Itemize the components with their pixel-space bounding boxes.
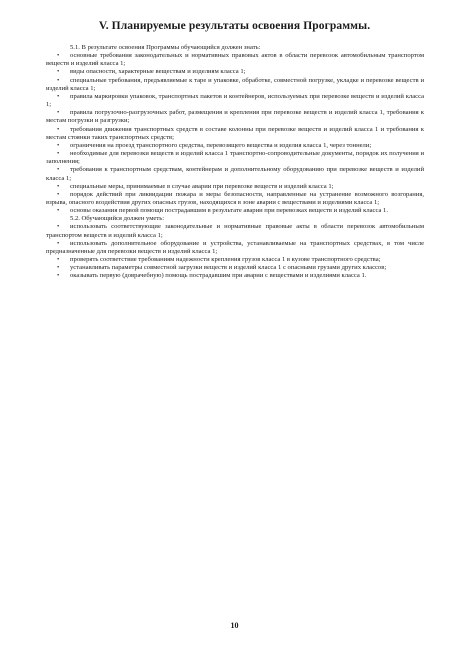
- bullet-icon: •: [57, 190, 60, 198]
- list-item-text: оказывать первую (доврачебную) помощь пострадавшим при аварии с веществами и изделиями класса 1.: [70, 272, 367, 280]
- bullet-icon: •: [57, 76, 60, 84]
- list-item-text: устанавливать параметры совместной загрузки веществ и изделий класса 1 с опасными грузами других классов;: [70, 264, 387, 272]
- list-item-text: порядок действий при ликвидации пожара и меры безопасности, направленные на устранение возможного возгорания, взрыва, опасного воздействия других опасных грузов, находящихся в зоне аварии с веществами и изделиями класса 1;: [46, 190, 424, 206]
- bullet-icon: •: [57, 264, 60, 272]
- list-item: [46, 191, 424, 207]
- section-2-intro: 5.2. Обучающийся должен уметь:: [70, 215, 165, 223]
- list-item: [46, 207, 424, 215]
- section-1-list: [46, 52, 424, 215]
- list-item-text: ограничения на проезд транспортного средства, перевозящего вещества и изделия класса 1, через тоннели;: [70, 141, 372, 149]
- bullet-icon: •: [57, 166, 60, 174]
- list-item: [46, 142, 424, 150]
- list-item-text: правила погрузочно-разгрузочных работ, размещения и крепления при перевозке веществ и изделий класса 1, требования к местам погрузки и разгрузки;: [46, 109, 424, 125]
- list-item-text: проверять соответствие требованиям надежности крепления грузов класса 1 в кузове транспортного средства;: [70, 256, 381, 264]
- bullet-icon: •: [57, 223, 60, 231]
- bullet-icon: •: [57, 207, 60, 215]
- list-item: [46, 52, 424, 68]
- section-2-list: [46, 223, 424, 280]
- bullet-icon: •: [57, 150, 60, 158]
- list-item: [46, 240, 424, 256]
- list-item-text: виды опасности, характерные веществам и изделиям класса 1;: [70, 68, 246, 76]
- bullet-icon: •: [57, 52, 60, 60]
- list-item-text: использовать дополнительное оборудование и устройства, устанавливаемые на транспортных средствах, в том числе предназначенные для перевозки веществ и изделий класса 1;: [46, 239, 424, 255]
- document-body: [46, 44, 424, 281]
- list-item: [46, 223, 424, 239]
- list-item: [46, 150, 424, 166]
- section-1-intro: 5.1. В результате освоения Программы обучающийся должен знать:: [70, 44, 261, 51]
- list-item-text: требования к транспортным средствам, контейнерам и дополнительному оборудованию при перевозке веществ и изделий класса 1;: [46, 166, 424, 182]
- list-item: [46, 256, 424, 264]
- page-title: V. Планируемые результаты освоения Программы.: [98, 20, 371, 32]
- bullet-icon: •: [57, 272, 60, 280]
- list-item-text: специальные требования, предъявляемые к таре и упаковке, обработке, совместной погрузке, укладке и перевозке веществ и изделий класса 1;: [46, 76, 424, 92]
- list-item-text: основы оказания первой помощи пострадавшим в результате аварии при перевозках веществ и изделий класса 1.: [70, 207, 388, 215]
- page-number: 10: [230, 621, 239, 630]
- bullet-icon: •: [57, 182, 60, 190]
- list-item: [46, 126, 424, 142]
- list-item: [46, 109, 424, 125]
- list-item: [46, 77, 424, 93]
- list-item-text: правила маркировки упаковок, транспортных пакетов и контейнеров, используемых при перевозке веществ и изделий класса 1;: [46, 92, 424, 109]
- bullet-icon: •: [57, 68, 60, 76]
- list-item-text: необходимые для перевозки веществ и изделий класса 1 транспортно-сопроводительные документы, порядок их получения и заполнения;: [46, 150, 424, 166]
- bullet-icon: •: [57, 239, 60, 247]
- list-item-text: специальные меры, принимаемые в случае аварии при перевозке веществ и изделий класса 1;: [70, 182, 334, 190]
- list-item: [46, 68, 424, 76]
- bullet-icon: •: [57, 92, 60, 100]
- list-item-text: основные требования законодательных и нормативных правовых актов в области перевозок автомобильным транспортом веществ и изделий класса 1;: [46, 52, 424, 68]
- list-item-text: использовать соответствующие законодательные и нормативные правовые акты в области перевозок автомобильным транспортом веществ и изделий класса 1;: [46, 223, 424, 239]
- list-item: [46, 272, 424, 280]
- list-item-text: требования движения транспортных средств в составе колонны при перевозке веществ и изделий класса 1 и требования к местам стоянки таких транспортных средств;: [46, 125, 424, 141]
- bullet-icon: •: [57, 109, 60, 117]
- bullet-icon: •: [57, 256, 60, 264]
- bullet-icon: •: [57, 125, 60, 133]
- bullet-icon: •: [57, 141, 60, 149]
- list-item: [46, 183, 424, 191]
- list-item: [46, 93, 424, 109]
- list-item: [46, 166, 424, 182]
- list-item: [46, 264, 424, 272]
